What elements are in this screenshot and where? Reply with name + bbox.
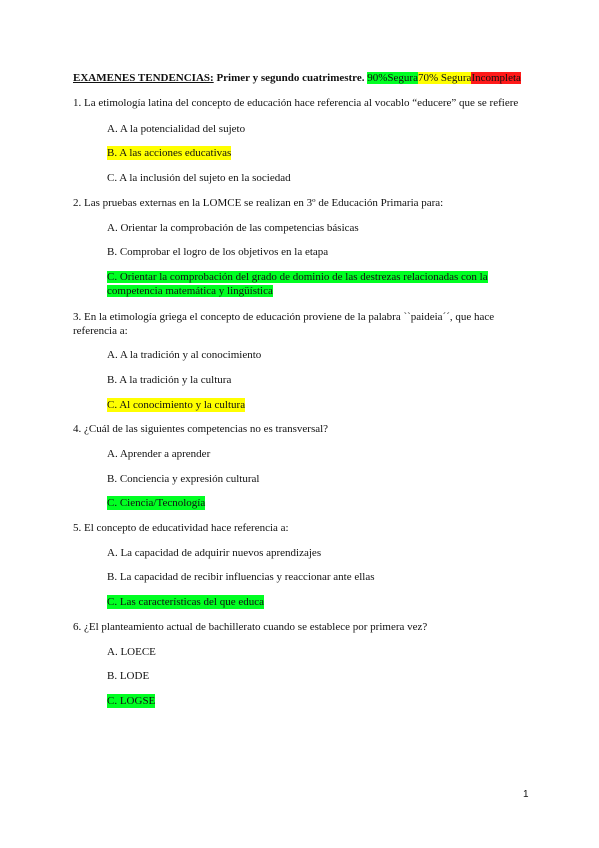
q3-option-b: B. A la tradición y la cultura	[107, 374, 232, 386]
q4-option-c: C. Ciencia/Tecnología	[107, 497, 206, 509]
q5-option-c: C. Las características del que educa	[107, 596, 264, 608]
q3-option-a: A. A la tradición y al conocimiento	[107, 349, 262, 361]
q5-option-b: B. La capacidad de recibir influencias y reaccionar ante ellas	[107, 571, 375, 583]
q2-option-b: B. Comprobar el logro de los objetivos en la etapa	[107, 246, 329, 258]
q1-option-c: C. A la inclusión del sujeto en la sociedad	[107, 172, 291, 184]
q3-option-c: C. Al conocimiento y la cultura	[107, 399, 246, 411]
question-2: 2. Las pruebas externas en la LOMCE se realizan en 3º de Educación Primaria para:	[73, 197, 444, 209]
q1-option-b: B. A las acciones educativas	[107, 147, 232, 159]
q6-option-c: C. LOGSE	[107, 695, 156, 707]
q1-option-a: A. A la potencialidad del sujeto	[107, 123, 246, 135]
question-4: 4. ¿Cuál de las siguientes competencias no es transversal?	[73, 423, 329, 435]
legend-90-segura: 90%Segura	[367, 72, 418, 84]
q4-option-a: A. Aprender a aprender	[107, 448, 211, 460]
q6-option-b: B. LODE	[107, 670, 150, 682]
q6-option-a: A. LOECE	[107, 646, 156, 658]
question-3: 3. En la etimología griega el concepto de educación proviene de la palabra ``paideia´´, que hace referencia a:	[73, 311, 495, 337]
legend-incompleta: Incompleta	[471, 72, 521, 84]
q2-option-c-text: C. Orientar la comprobación del grado de dominio de las destrezas relacionadas con la competencia matemática y lingüística	[107, 271, 488, 297]
exam-header	[73, 72, 521, 84]
q5-option-a: A. La capacidad de adquirir nuevos aprendizajes	[107, 547, 322, 559]
legend-70-segura: 70% Segura	[417, 72, 472, 84]
q2-option-c	[107, 270, 502, 298]
exam-subtitle: Primer y segundo cuatrimestre.	[216, 72, 365, 84]
question-6: 6. ¿El planteamiento actual de bachillerato cuando se establece por primera vez?	[73, 621, 428, 633]
q4-option-b: B. Conciencia y expresión cultural	[107, 473, 260, 485]
question-1: 1. La etimología latina del concepto de educación hace referencia al vocablo “educere” que se refiere	[73, 97, 519, 109]
exam-title: EXAMENES TENDENCIAS:	[73, 72, 214, 84]
question-5: 5. El concepto de educatividad hace referencia a:	[73, 522, 289, 534]
q2-option-a: A. Orientar la comprobación de las competencias básicas	[107, 222, 359, 234]
page-number: 1	[523, 789, 529, 800]
